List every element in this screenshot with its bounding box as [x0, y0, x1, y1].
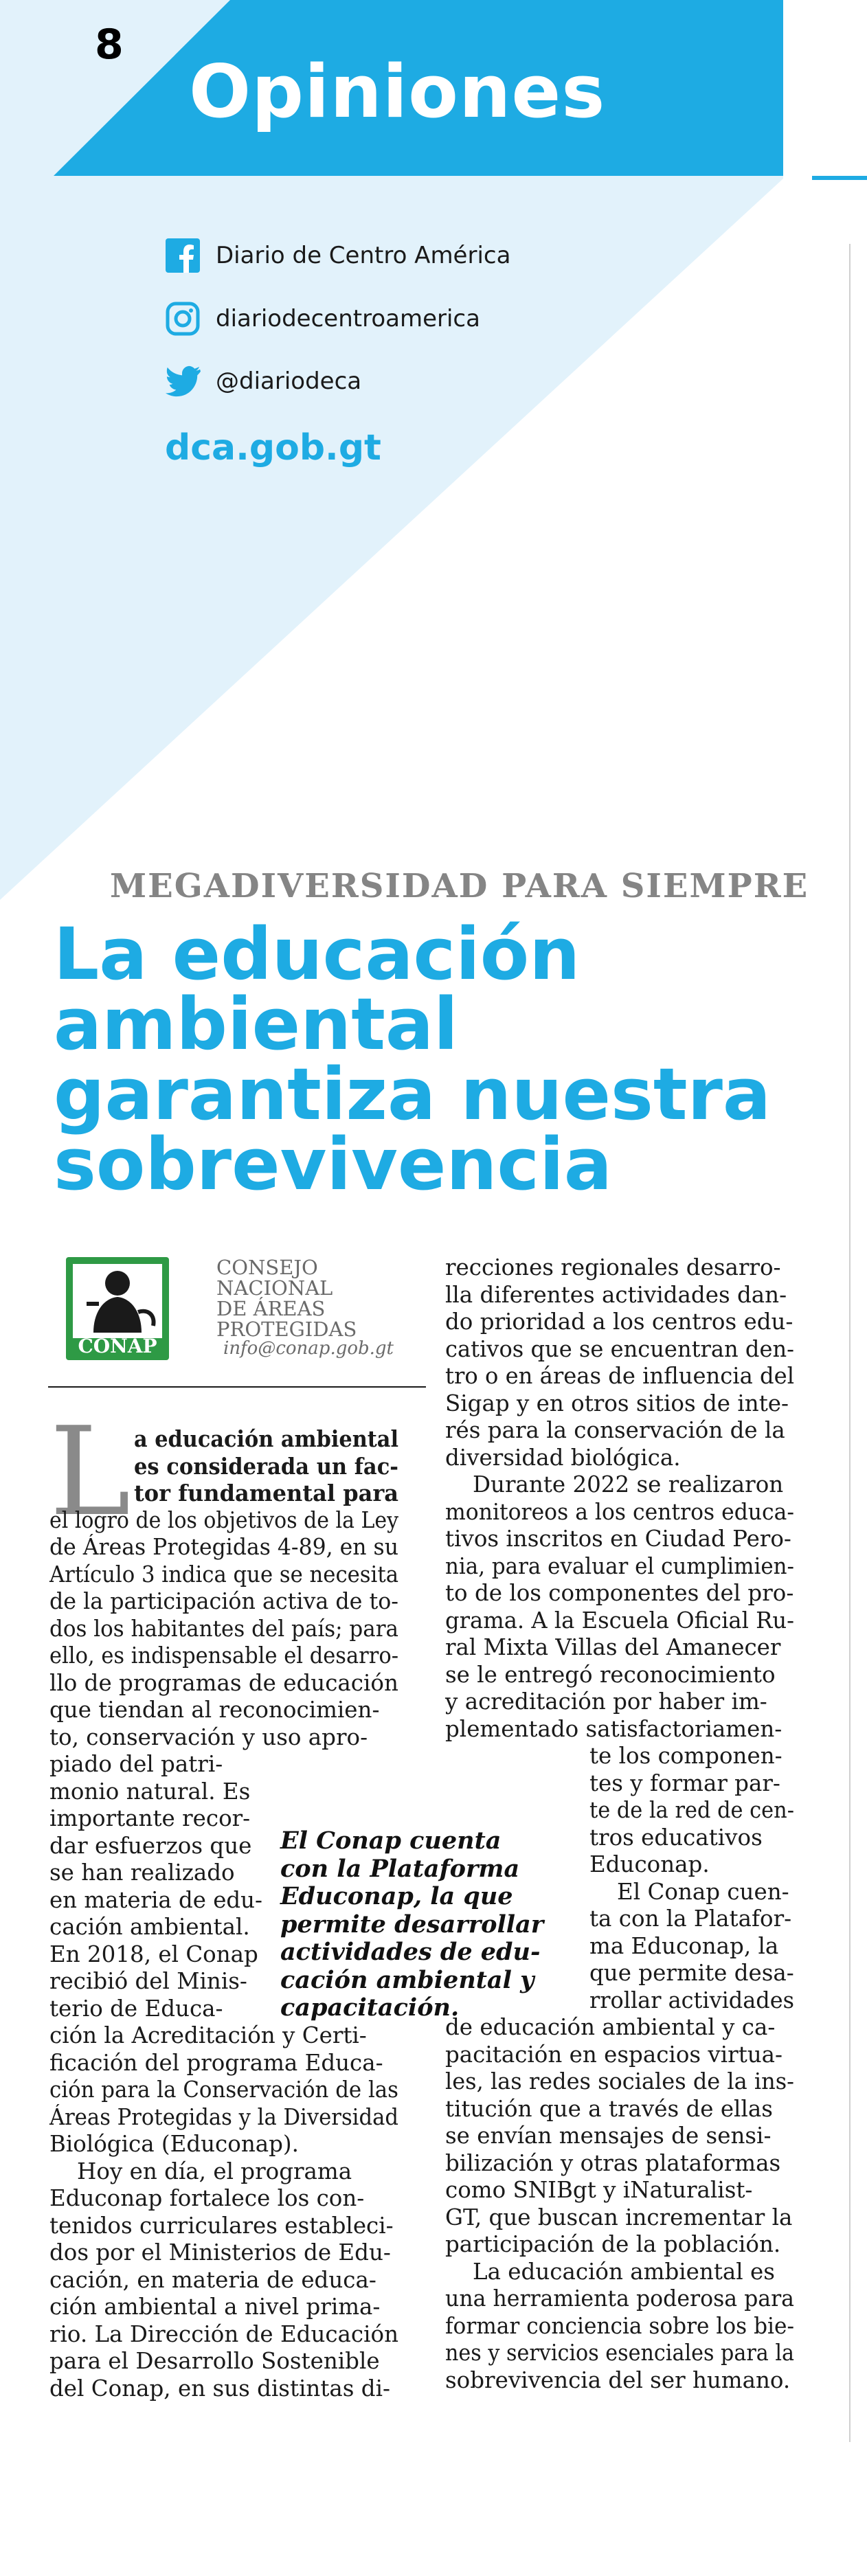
text-line: el logro de los objetivos de la Ley — [49, 1506, 398, 1533]
text-line: para el Desarrollo Sostenible — [49, 2348, 380, 2374]
author-organization: CONSEJO NACIONAL DE ÁREAS PROTEGIDAS — [216, 1256, 357, 1341]
pull-quote-line: actividades de edu- — [280, 1938, 541, 1966]
text-line: terio de Educa- — [49, 1995, 223, 2022]
text-line: recciones regionales desarro- — [445, 1254, 781, 1280]
text-line: En 2018, el Conap — [49, 1941, 258, 1967]
text-line: Hoy en día, el programa — [77, 2158, 352, 2184]
pull-quote — [280, 1827, 543, 2022]
social-label: @diariodeca — [216, 368, 362, 395]
text-line: ción para la Conservación de las — [49, 2077, 398, 2103]
facebook-icon — [165, 238, 201, 273]
text-line: ción ambiental a nivel prima- — [49, 2294, 381, 2320]
pull-quote-line: permite desarrollar — [280, 1910, 544, 1939]
pull-quote-line: cación ambiental y — [280, 1965, 534, 1994]
text-line: una herramienta poderosa para — [445, 2285, 794, 2312]
text-line: ción la Acreditación y Certi- — [49, 2022, 367, 2048]
text-line: ral Mixta Villas del Amanecer — [445, 1634, 781, 1660]
text-line: rés para la conservación de la — [445, 1417, 785, 1443]
text-line: El Conap cuen- — [617, 1878, 789, 1905]
text-line: llo de programas de educación — [49, 1669, 398, 1696]
social-twitter[interactable] — [165, 361, 361, 402]
text-line: ta con la Platafor- — [589, 1906, 792, 1932]
text-line: del Conap, en sus distintas di- — [49, 2375, 390, 2402]
text-line: se envían mensajes de sensi- — [445, 2123, 772, 2149]
text-line: do prioridad a los centros edu- — [445, 1309, 793, 1335]
column-rule — [849, 244, 851, 2442]
text-line: tros educativos — [589, 1824, 763, 1851]
text-line: que tiendan al reconocimien- — [49, 1697, 380, 1723]
pull-quote-line: Educonap, la que — [280, 1882, 513, 1910]
text-line: lla diferentes actividades dan- — [445, 1281, 787, 1308]
text-line: rio. La Dirección de Educación — [49, 2320, 398, 2347]
text-line: les, las redes sociales de la ins- — [445, 2068, 794, 2094]
article-kicker: MEGADIVERSIDAD PARA SIEMPRE — [110, 867, 809, 905]
text-line: te los componen- — [589, 1743, 782, 1769]
text-line: Durante 2022 se realizaron — [473, 1471, 784, 1498]
text-line: nes y servicios esenciales para la — [445, 2340, 794, 2366]
text-line: dos los habitantes del país; para — [49, 1615, 398, 1642]
pull-quote-line: con la Plataforma — [280, 1854, 520, 1883]
text-line: Sigap y en otros sitios de inte- — [445, 1390, 789, 1416]
section-title: Opiniones — [189, 49, 606, 134]
text-line: monio natural. Es — [49, 1778, 251, 1805]
text-line: GT, que buscan incrementar la — [445, 2204, 793, 2230]
text-line: cación, en materia de educa- — [49, 2266, 376, 2293]
text-line: se le entregó reconocimiento — [445, 1661, 776, 1688]
text-line: to de los componentes del pro- — [445, 1580, 794, 1606]
text-line: de la participación activa de to- — [49, 1588, 398, 1614]
headline-line: ambiental — [54, 982, 458, 1066]
social-instagram[interactable] — [165, 298, 480, 339]
text-line: dos por el Ministerios de Edu- — [49, 2239, 391, 2266]
text-line: Biológica (Educonap). — [49, 2131, 299, 2157]
site-url-link[interactable]: dca.gob.gt — [165, 427, 381, 468]
column-2-text-b — [445, 2014, 794, 2394]
author-email[interactable]: info@conap.gob.gt — [223, 1338, 394, 1359]
text-line: de Áreas Protegidas 4-89, en su — [49, 1534, 398, 1560]
text-line: ello, es indispensable el desarro- — [49, 1642, 398, 1669]
text-line: en materia de edu- — [49, 1886, 262, 1913]
drop-cap: L — [49, 1401, 131, 1543]
text-line: diversidad biológica. — [445, 1444, 681, 1471]
logo-text: CONAP — [78, 1335, 157, 1357]
text-line: tor fundamental para — [134, 1480, 398, 1506]
text-line: Educonap fortalece los con- — [49, 2185, 365, 2211]
instagram-icon — [165, 301, 201, 337]
text-line: monitoreos a los centros educa- — [445, 1498, 794, 1525]
headline-line: sobrevivencia — [54, 1122, 612, 1206]
text-line: cativos que se encuentran den- — [445, 1335, 794, 1362]
column-1-lead — [134, 1425, 398, 1507]
text-line: es considerada un fac- — [134, 1452, 398, 1480]
text-line: nia, para evaluar el cumplimien- — [445, 1552, 794, 1579]
headline-line: La educación — [54, 912, 581, 996]
text-line: se han realizado — [49, 1860, 235, 1886]
text-line: recibió del Minis- — [49, 1968, 247, 1994]
pull-quote-line: capacitación. — [280, 1993, 460, 2022]
text-line: como SNIBgt y iNaturalist- — [445, 2177, 753, 2203]
text-line: tivos inscritos en Ciudad Pero- — [445, 1526, 791, 1552]
conap-logo — [66, 1257, 169, 1360]
column-1-text-b — [49, 2022, 398, 2402]
social-facebook[interactable] — [165, 235, 510, 276]
text-line: tes y formar par- — [589, 1770, 780, 1796]
text-line: grama. A la Escuela Oficial Ru- — [445, 1607, 794, 1634]
text-line: La educación ambiental es — [473, 2258, 775, 2285]
text-line: tro o en áreas de influencia del — [445, 1363, 794, 1389]
text-line: to, conservación y uso apro- — [49, 1724, 368, 1750]
text-line: cación ambiental. — [49, 1914, 250, 1940]
text-line: y acreditación por haber im- — [445, 1688, 767, 1715]
text-line: sobrevivencia del ser humano. — [445, 2366, 791, 2393]
social-label: Diario de Centro América — [216, 242, 511, 269]
text-line: que permite desa- — [589, 1960, 794, 1986]
decorative-line — [812, 176, 867, 180]
text-line: pacitación en espacios virtua- — [445, 2041, 783, 2068]
text-line: ficación del programa Educa- — [49, 2049, 383, 2076]
text-line: a educación ambiental — [134, 1425, 398, 1452]
column-2-text-a — [445, 1254, 794, 1743]
text-line: bilización y otras plataformas — [445, 2149, 781, 2176]
text-line: importante recor- — [49, 1805, 251, 1831]
pull-quote-line: El Conap cuenta — [280, 1827, 502, 1855]
column-1-text-a — [49, 1507, 398, 1752]
text-line: te de la red de cen- — [589, 1797, 794, 1823]
text-line: participación de la población. — [445, 2231, 781, 2257]
text-line: Artículo 3 indica que se necesita — [49, 1561, 398, 1588]
text-line: dar esfuerzos que — [49, 1832, 252, 1859]
divider — [48, 1386, 426, 1388]
text-line: formar conciencia sobre los bie- — [445, 2312, 794, 2339]
social-label: diariodecentroamerica — [216, 305, 480, 332]
text-line: plementado satisfactoriamen- — [445, 1715, 782, 1742]
headline-line: garantiza nuestra — [54, 1052, 772, 1136]
monkey-icon — [73, 1264, 162, 1338]
text-line: de educación ambiental y ca- — [445, 2014, 776, 2040]
column-2-text-narrow — [589, 1743, 794, 2014]
text-line: tenidos curriculares estableci- — [49, 2212, 394, 2239]
page-number: 8 — [95, 21, 124, 69]
article-headline — [54, 912, 809, 1206]
text-line: piado del patri- — [49, 1751, 223, 1777]
text-line: Educonap. — [589, 1851, 710, 1877]
text-line: ma Educonap, la — [589, 1932, 779, 1959]
text-line: rrollar actividades — [589, 1987, 794, 2013]
twitter-icon — [165, 363, 201, 399]
column-1-text-narrow — [49, 1751, 262, 2022]
text-line: Áreas Protegidas y la Diversidad — [49, 2103, 398, 2130]
text-line: titución que a través de ellas — [445, 2095, 773, 2122]
